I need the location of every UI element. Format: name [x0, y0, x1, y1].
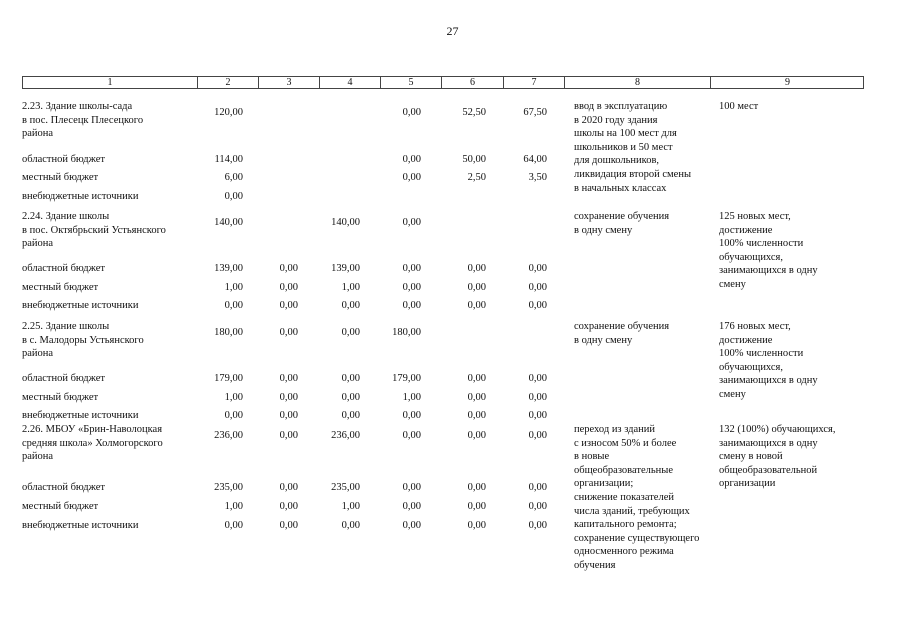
indicator-line: обучающихся,	[719, 251, 783, 263]
indicator-line: 100% численности	[719, 348, 804, 360]
total-value: 0,00	[402, 217, 421, 228]
header-col-1: 1	[107, 77, 113, 88]
row-title-line: 2.23. Здание школы-сада	[22, 101, 133, 112]
indicator-line: 100% численности	[719, 238, 804, 250]
header-col-7: 7	[503, 77, 564, 88]
row-title-line: в с. Малодоры Устьянского	[22, 334, 144, 346]
header-col-9: 9	[710, 77, 864, 88]
header-col-4: 4	[319, 77, 380, 88]
regional-budget-value: 0,00	[279, 373, 298, 384]
indicator-line: достижение	[719, 224, 773, 236]
regional-budget-value: 179,00	[392, 373, 421, 384]
indicator-line: занимающихся в одну	[719, 437, 818, 449]
extrabudget-value: 0,00	[528, 300, 547, 311]
extrabudget-value: 0,00	[402, 520, 421, 531]
page-number: 27	[446, 24, 459, 38]
header-col-2: 2	[197, 77, 258, 88]
local-budget-value: 1,00	[224, 282, 243, 293]
expected-result-line: в начальных классах	[574, 182, 667, 194]
extrabudget-value: 0,00	[279, 410, 298, 421]
local-budget-value: 1,00	[224, 501, 243, 512]
regional-budget-value: 0,00	[467, 482, 486, 493]
extrabudget-value: 0,00	[224, 191, 243, 202]
row-title-line: в пос. Плесецк Плесецкого	[22, 114, 144, 126]
total-value: 0,00	[341, 327, 360, 338]
expected-result-line: односменного режима	[574, 546, 674, 558]
header-col-3: 3	[258, 77, 319, 88]
expected-result-line: обучения	[574, 560, 616, 571]
expected-result-line: для дошкольников,	[574, 155, 660, 167]
indicator-line: обучающихся,	[719, 361, 783, 373]
expected-result-line: переход из зданий	[574, 424, 656, 435]
regional-budget-value: 0,00	[402, 482, 421, 493]
extrabudget-value: 0,00	[402, 300, 421, 311]
regional-budget-value: 64,00	[523, 154, 547, 165]
expected-result-line: сохранение существующего	[574, 532, 700, 544]
regional-budget-value: 139,00	[331, 263, 360, 274]
extrabudget-value: 0,00	[279, 300, 298, 311]
extrabudget-value: 0,00	[341, 520, 360, 531]
local-budget-value: 1,00	[402, 392, 421, 403]
indicator-line: смену	[719, 279, 746, 290]
funding-source-label: областной бюджет	[22, 263, 105, 274]
indicator-line: достижение	[719, 334, 773, 346]
expected-result-line: в одну смену	[574, 224, 633, 236]
local-budget-value: 1,00	[341, 282, 360, 293]
extrabudget-value: 0,00	[528, 520, 547, 531]
expected-result-line: с износом 50% и более	[574, 437, 677, 449]
extrabudget-value: 0,00	[467, 520, 486, 531]
local-budget-value: 0,00	[528, 282, 547, 293]
indicator-line: общеобразовательной	[719, 464, 818, 476]
funding-source-label: внебюджетные источники	[22, 520, 139, 531]
total-value: 236,00	[331, 430, 360, 441]
expected-result-line: общеобразовательные	[574, 464, 673, 476]
row-title-line: 2.24. Здание школы	[22, 211, 110, 222]
expected-result-line: ввод в эксплуатацию	[574, 101, 668, 112]
funding-source-label: областной бюджет	[22, 373, 105, 384]
local-budget-value: 3,50	[528, 172, 547, 183]
row-title-line: района	[22, 238, 54, 250]
header-col-5: 5	[380, 77, 441, 88]
expected-result-line: капитального ремонта;	[574, 519, 677, 531]
expected-result-line: школьников и 50 мест	[574, 141, 673, 153]
funding-source-label: областной бюджет	[22, 482, 105, 493]
extrabudget-value: 0,00	[224, 410, 243, 421]
extrabudget-value: 0,00	[341, 300, 360, 311]
expected-result-line: в одну смену	[574, 334, 633, 346]
regional-budget-value: 0,00	[341, 373, 360, 384]
total-value: 140,00	[331, 217, 360, 228]
total-value: 140,00	[214, 217, 243, 228]
total-value: 52,50	[462, 107, 486, 118]
local-budget-value: 6,00	[224, 172, 243, 183]
regional-budget-value: 179,00	[214, 373, 243, 384]
extrabudget-value: 0,00	[341, 410, 360, 421]
local-budget-value: 0,00	[467, 501, 486, 512]
local-budget-value: 0,00	[467, 392, 486, 403]
expected-result-line: организации;	[574, 478, 634, 490]
local-budget-value: 0,00	[467, 282, 486, 293]
funding-source-label: местный бюджет	[22, 172, 99, 183]
local-budget-value: 0,00	[402, 501, 421, 512]
expected-result-line: сохранение обучения	[574, 211, 670, 222]
total-value: 0,00	[402, 107, 421, 118]
total-value: 120,00	[214, 107, 243, 118]
local-budget-value: 1,00	[341, 501, 360, 512]
funding-source-label: местный бюджет	[22, 282, 99, 293]
indicator-line: 100 мест	[719, 101, 759, 112]
total-value: 0,00	[279, 327, 298, 338]
indicator-line: занимающихся в одну	[719, 375, 818, 387]
regional-budget-value: 139,00	[214, 263, 243, 274]
indicator-line: 176 новых мест,	[719, 321, 791, 332]
expected-result-line: в 2020 году здания	[574, 114, 658, 126]
funding-source-label: областной бюджет	[22, 154, 105, 165]
regional-budget-value: 235,00	[331, 482, 360, 493]
local-budget-value: 1,00	[224, 392, 243, 403]
row-title-line: района	[22, 348, 54, 360]
row-title-line: 2.25. Здание школы	[22, 321, 110, 332]
row-title-line: района	[22, 128, 54, 140]
local-budget-value: 0,00	[402, 282, 421, 293]
regional-budget-value: 0,00	[467, 373, 486, 384]
local-budget-value: 0,00	[279, 501, 298, 512]
total-value: 0,00	[467, 430, 486, 441]
funding-source-label: местный бюджет	[22, 392, 99, 403]
regional-budget-value: 0,00	[402, 154, 421, 165]
regional-budget-value: 114,00	[214, 154, 243, 165]
indicator-line: смену в новой	[719, 451, 783, 463]
total-value: 67,50	[523, 107, 547, 118]
expected-result-line: в новые	[574, 451, 610, 463]
total-value: 236,00	[214, 430, 243, 441]
expected-result-line: числа зданий, требующих	[574, 505, 690, 517]
header-col-8: 8	[564, 77, 710, 88]
local-budget-value: 0,00	[528, 501, 547, 512]
local-budget-value: 0,00	[279, 282, 298, 293]
regional-budget-value: 0,00	[402, 263, 421, 274]
indicator-line: 132 (100%) обучающихся,	[719, 424, 836, 435]
indicator-line: 125 новых мест,	[719, 211, 791, 222]
funding-source-label: внебюджетные источники	[22, 300, 139, 311]
funding-source-label: внебюджетные источники	[22, 410, 139, 421]
regional-budget-value: 0,00	[279, 482, 298, 493]
regional-budget-value: 0,00	[528, 263, 547, 274]
indicator-line: смену	[719, 389, 746, 400]
total-value: 180,00	[392, 327, 421, 338]
local-budget-value: 0,00	[341, 392, 360, 403]
total-value: 0,00	[528, 430, 547, 441]
local-budget-value: 2,50	[467, 172, 486, 183]
regional-budget-value: 50,00	[462, 154, 486, 165]
extrabudget-value: 0,00	[279, 520, 298, 531]
total-value: 0,00	[279, 430, 298, 441]
row-title-line: 2.26. МБОУ «Брин-Наволоцкая	[22, 424, 163, 435]
row-title-line: в пос. Октябрьский Устьянского	[22, 224, 166, 236]
row-title-line: района	[22, 451, 54, 463]
expected-result-line: школы на 100 мест для	[574, 128, 677, 140]
indicator-line: организации	[719, 478, 776, 490]
expected-result-line: ликвидация второй смены	[574, 169, 692, 180]
expected-result-line: сохранение обучения	[574, 321, 670, 332]
extrabudget-value: 0,00	[467, 410, 486, 421]
table-header-row	[22, 76, 864, 89]
extrabudget-value: 0,00	[224, 300, 243, 311]
extrabudget-value: 0,00	[467, 300, 486, 311]
extrabudget-value: 0,00	[224, 520, 243, 531]
local-budget-value: 0,00	[279, 392, 298, 403]
local-budget-value: 0,00	[402, 172, 421, 183]
extrabudget-value: 0,00	[528, 410, 547, 421]
funding-source-label: местный бюджет	[22, 501, 99, 512]
header-col-6: 6	[441, 77, 503, 88]
funding-source-label: внебюджетные источники	[22, 191, 139, 202]
indicator-line: занимающихся в одну	[719, 265, 818, 277]
regional-budget-value: 0,00	[528, 482, 547, 493]
regional-budget-value: 0,00	[528, 373, 547, 384]
regional-budget-value: 0,00	[279, 263, 298, 274]
row-title-line: средняя школа» Холмогорского	[22, 437, 163, 449]
total-value: 180,00	[214, 327, 243, 338]
regional-budget-value: 0,00	[467, 263, 486, 274]
regional-budget-value: 235,00	[214, 482, 243, 493]
expected-result-line: снижение показателей	[574, 492, 674, 503]
local-budget-value: 0,00	[528, 392, 547, 403]
extrabudget-value: 0,00	[402, 410, 421, 421]
total-value: 0,00	[402, 430, 421, 441]
